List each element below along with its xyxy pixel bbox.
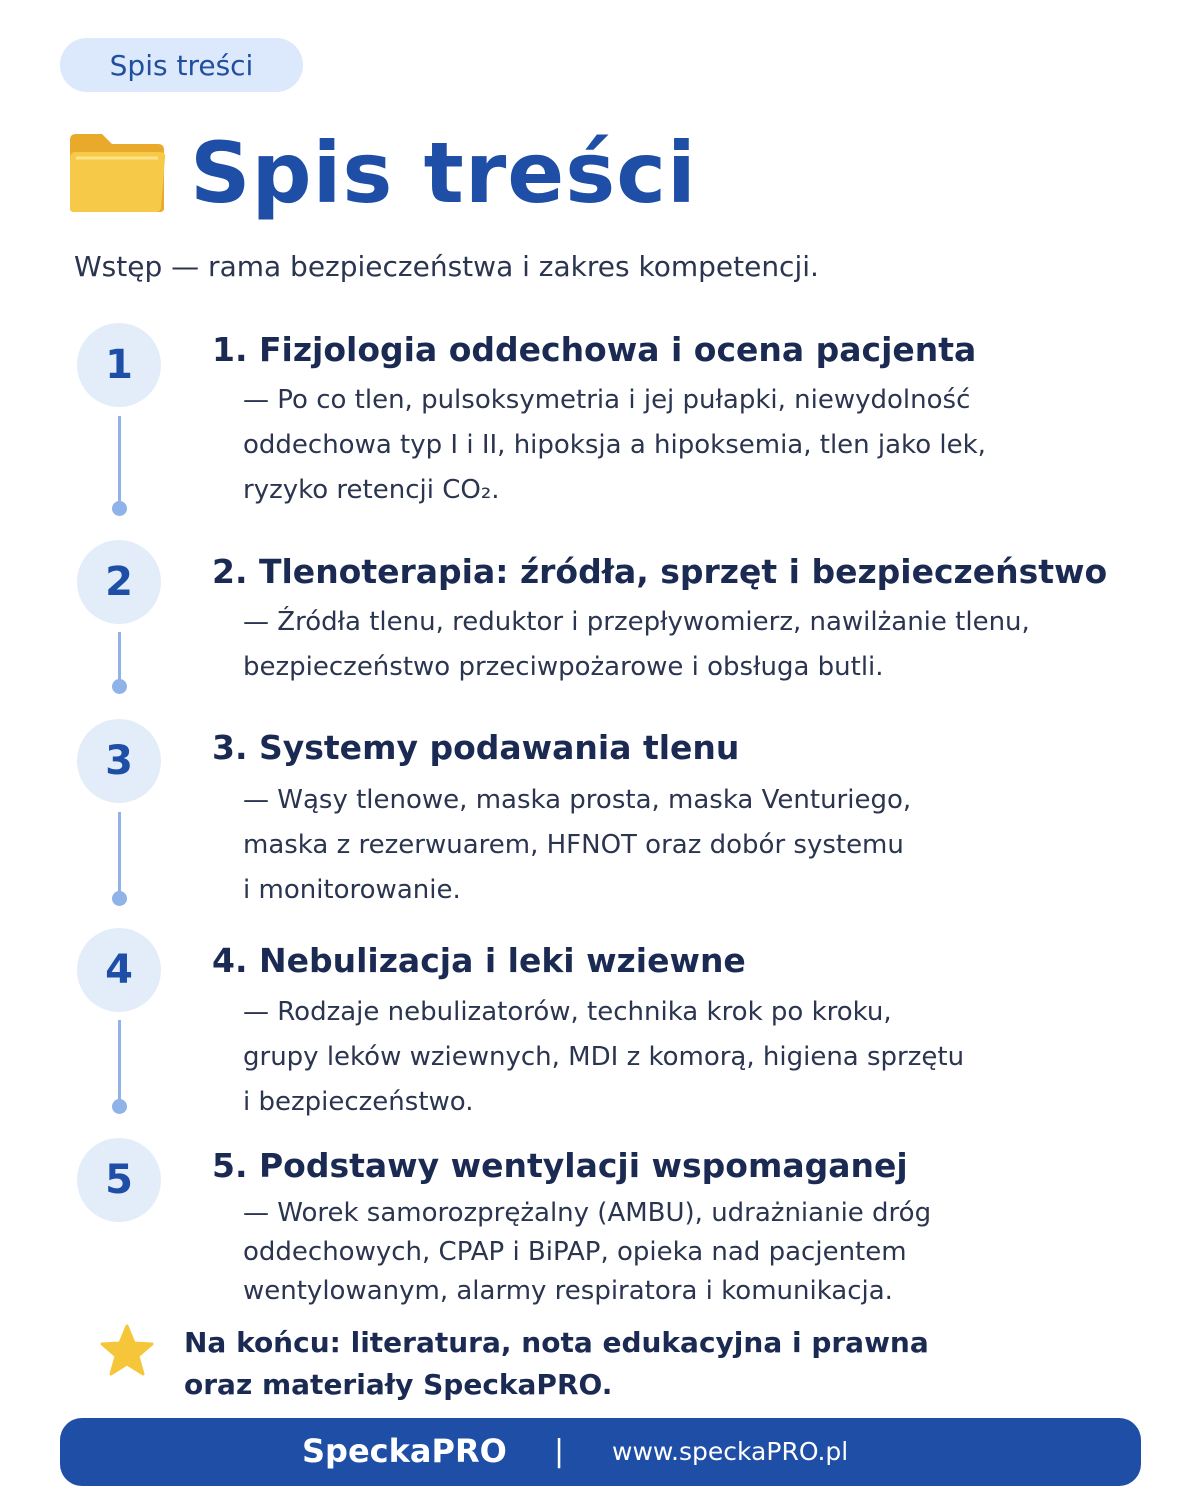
section-number-badge (77, 928, 161, 1012)
description-line: oddechowa typ I i II, hipoksja a hipoksemia, tlen jako lek, (243, 430, 986, 460)
description-line: wentylowanym, alarmy respiratora i komunikacja. (243, 1276, 893, 1306)
section-description (243, 990, 1103, 1125)
section-number-badge (77, 719, 161, 803)
section-title[interactable]: 4. Nebulizacja i leki wziewne (212, 941, 746, 980)
section-number-badge (77, 1138, 161, 1222)
timeline-dot (112, 1099, 127, 1114)
timeline-line (118, 632, 121, 684)
description-line: ryzyko retencji CO₂. (243, 475, 500, 505)
section-number: 3 (105, 738, 133, 784)
timeline-line (118, 1020, 121, 1100)
page-title: Spis treści (190, 124, 697, 222)
section-number-badge (77, 323, 161, 407)
section-description (243, 778, 1103, 913)
section-number: 2 (105, 559, 133, 605)
closing-note (184, 1322, 1084, 1406)
toc-pill (60, 38, 303, 92)
timeline-dot (112, 501, 127, 516)
intro-text: Wstęp — rama bezpieczeństwa i zakres kompetencji. (74, 250, 819, 283)
timeline-line (118, 416, 121, 504)
description-line: grupy leków wziewnych, MDI z komorą, higiena sprzętu (243, 1042, 965, 1072)
section-description (243, 600, 1103, 690)
star-icon (98, 1322, 156, 1380)
closing-line: Na końcu: literatura, nota edukacyjna i prawna (184, 1326, 929, 1359)
closing-line: oraz materiały SpeckaPRO. (184, 1368, 613, 1401)
section-title[interactable]: 3. Systemy podawania tlenu (212, 728, 740, 767)
description-line: maska z rezerwuarem, HFNOT oraz dobór systemu (243, 830, 904, 860)
description-line: bezpieczeństwo przeciwpożarowe i obsługa butli. (243, 652, 884, 682)
section-number: 1 (105, 342, 133, 388)
section-title[interactable]: 5. Podstawy wentylacji wspomaganej (212, 1146, 908, 1185)
section-description (243, 1194, 1103, 1311)
folder-icon (66, 130, 168, 214)
section-number: 4 (105, 947, 133, 993)
section-number: 5 (105, 1157, 133, 1203)
footer-brand: SpeckaPRO (302, 1432, 507, 1470)
footer-separator: | (554, 1434, 565, 1469)
footer-url-link[interactable]: www.speckaPRO.pl (612, 1437, 849, 1466)
description-line: i bezpieczeństwo. (243, 1087, 474, 1117)
section-title[interactable]: 2. Tlenoterapia: źródła, sprzęt i bezpieczeństwo (212, 552, 1108, 591)
description-line: oddechowych, CPAP i BiPAP, opieka nad pacjentem (243, 1237, 907, 1267)
footer-bar (60, 1418, 1141, 1486)
toc-pill-label: Spis treści (109, 48, 254, 82)
description-line: — Worek samorozprężalny (AMBU), udrażnianie dróg (243, 1198, 932, 1228)
description-line: — Po co tlen, pulsoksymetria i jej pułapki, niewydolność (243, 385, 971, 415)
description-line: — Źródła tlenu, reduktor i przepływomierz, nawilżanie tlenu, (243, 607, 1030, 637)
timeline-line (118, 812, 121, 892)
description-line: — Wąsy tlenowe, maska prosta, maska Venturiego, (243, 785, 912, 815)
section-number-badge (77, 540, 161, 624)
description-line: — Rodzaje nebulizatorów, technika krok po kroku, (243, 997, 892, 1027)
section-description (243, 378, 1103, 513)
section-title[interactable]: 1. Fizjologia oddechowa i ocena pacjenta (212, 330, 977, 369)
description-line: i monitorowanie. (243, 875, 461, 905)
timeline-dot (112, 891, 127, 906)
timeline-dot (112, 679, 127, 694)
